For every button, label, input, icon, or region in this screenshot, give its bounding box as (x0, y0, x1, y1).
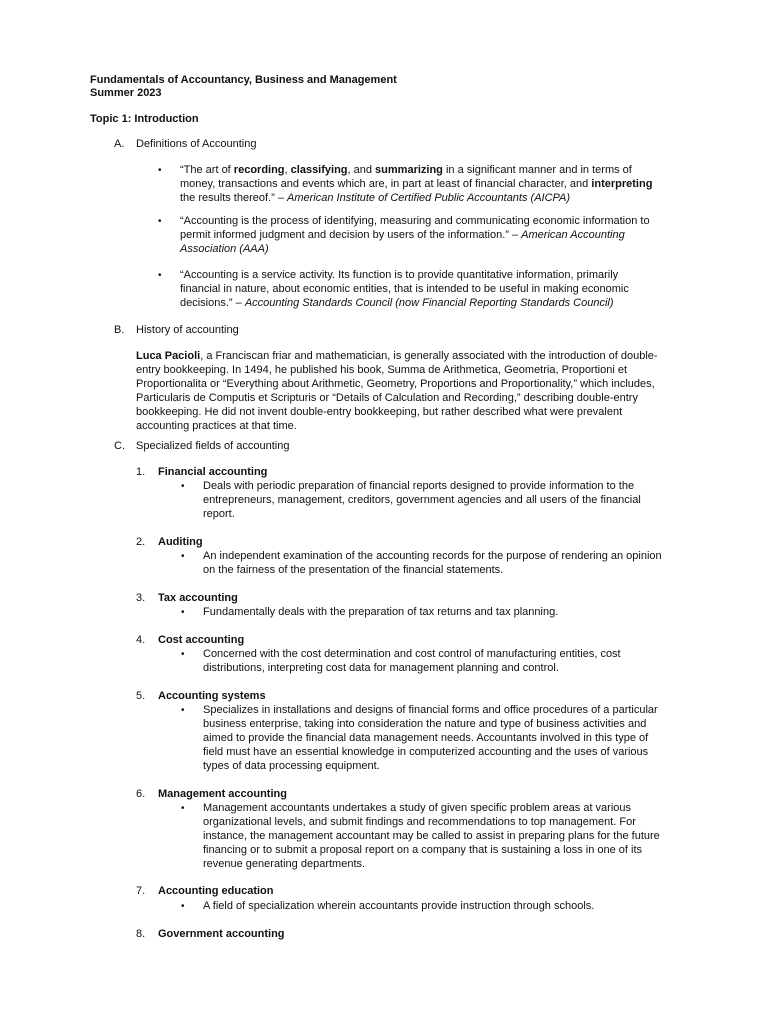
bullet-icon: • (181, 803, 185, 814)
field-title-financial-accounting: Financial accounting (158, 466, 268, 478)
course-title: Fundamentals of Accountancy, Business and Management (90, 74, 397, 86)
field-description: Deals with periodic preparation of financial reports designed to provide information to the entrepreneurs, management, creditors, government agencies and all users of the financial report. (203, 480, 641, 520)
section-a-marker: A. (114, 138, 125, 150)
bullet-icon: • (181, 705, 185, 716)
topic-title: Topic 1: Introduction (90, 113, 199, 125)
field-number: 5. (136, 690, 146, 702)
field-title-cost-accounting: Cost accounting (158, 634, 245, 646)
bullet-icon: • (181, 551, 185, 562)
field-title-auditing: Auditing (158, 536, 203, 548)
course-term: Summer 2023 (90, 87, 162, 99)
field-title-tax-accounting: Tax accounting (158, 592, 238, 604)
field-description: Fundamentally deals with the preparation of tax returns and tax planning. (203, 606, 559, 618)
field-number: 7. (136, 885, 146, 897)
definition-aicpa: “The art of recording, classifying, and summarizing in a significant manner and in terms of money, transactions and events which are, in part at least of financial character, and interpreting the results thereof.” – American Institute of Certified Public Accountants (AICPA) (180, 164, 653, 204)
bullet-icon: • (181, 901, 185, 912)
bullet-icon: • (181, 607, 185, 618)
field-description: An independent examination of the accounting records for the purpose of rendering an opinion on the fairness of the presentation of the financial statements. (203, 550, 662, 576)
section-b-heading: History of accounting (136, 324, 239, 336)
section-c-heading: Specialized fields of accounting (136, 440, 290, 452)
field-title-accounting-education: Accounting education (158, 885, 274, 897)
field-number: 6. (136, 788, 146, 800)
definition-asc: “Accounting is a service activity. Its function is to provide quantitative information, primarily financial in nature, about economic entities, that is intended to be useful in making economic decisions.” – Accounting Standards Council (now Financial Reporting Standards Council) (180, 269, 629, 309)
field-description: A field of specialization wherein accountants provide instruction through schools. (203, 900, 595, 912)
field-title-accounting-systems: Accounting systems (158, 690, 266, 702)
field-description: Management accountants undertakes a study of given specific problem areas at various organizational levels, and submit findings and recommendations to top management. For instance, the management accountant may be called to assist in preparing plans for the future financing or to submit a proposal report on a company that is sustaining a loss in one of its revenue generating departments. (203, 802, 660, 870)
field-description: Specializes in installations and designs of financial forms and office procedures of a particular business enterprise, taking into consideration the nature and type of business activities and aimed to provide the financial data management needs. Accountants involved in this type of field must have an essential knowledge in computerized accounting and the uses of various types of data processing equipment. (203, 704, 658, 772)
bullet-icon: • (181, 649, 185, 660)
field-number: 2. (136, 536, 146, 548)
bullet-icon: • (158, 216, 162, 227)
section-b-marker: B. (114, 324, 125, 336)
bullet-icon: • (158, 270, 162, 281)
field-number: 3. (136, 592, 146, 604)
bullet-icon: • (158, 165, 162, 176)
field-title-government-accounting: Government accounting (158, 928, 285, 940)
section-c-marker: C. (114, 440, 125, 452)
field-number: 8. (136, 928, 146, 940)
definition-aaa: “Accounting is the process of identifying, measuring and communicating economic information to permit informed judgment and decision by users of the information.” – American Accounting Association (AAA) (180, 215, 650, 255)
section-a-heading: Definitions of Accounting (136, 138, 257, 150)
bullet-icon: • (181, 481, 185, 492)
field-number: 1. (136, 466, 146, 478)
field-number: 4. (136, 634, 146, 646)
field-title-management-accounting: Management accounting (158, 788, 287, 800)
history-paragraph: Luca Pacioli, a Franciscan friar and mathematician, is generally associated with the introduction of double- entry bookkeeping. In 1494, he published his book, Summa de Arithmetica, Geometria, Proportioni et Proportionalita or “Everything about Arithmetic, Geometry, Proportions and Proportionality,” which includes, Particularis de Computis et Scripturis or “Details of Calculation and Recording,” describing double-entry bookkeeping. He did not invent double-entry bookkeeping, but rather described what were prevalent accounting practices at that time. (136, 350, 658, 432)
field-description: Concerned with the cost determination and cost control of manufacturing entities, cost distributions, interpreting cost data for management planning and control. (203, 648, 621, 674)
